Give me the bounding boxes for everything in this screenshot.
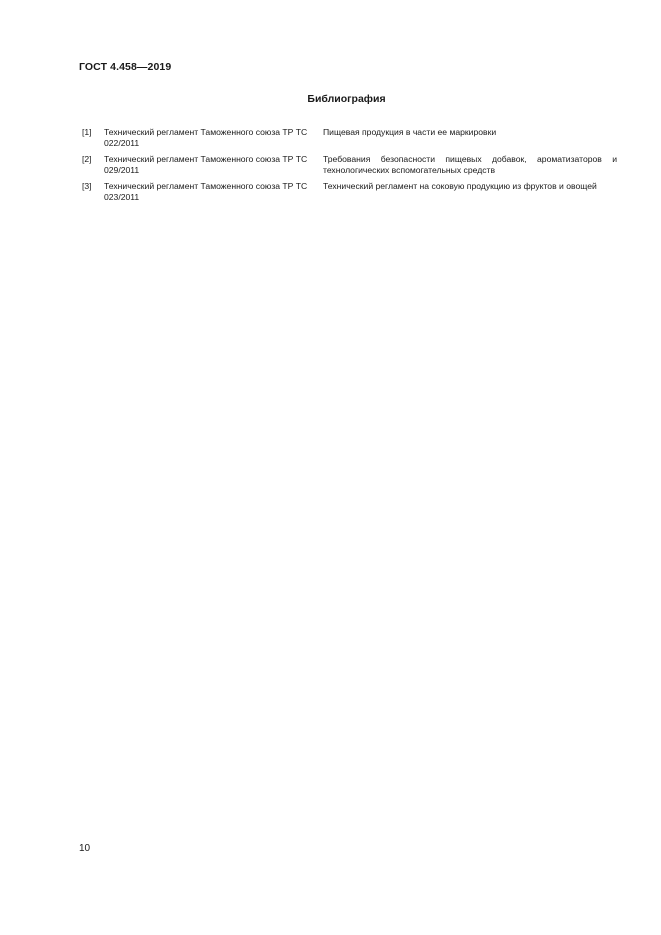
bibliography-entry: [82, 127, 617, 154]
entry-reference: Технический регламент Таможенного союза ТР ТС 029/2011: [104, 154, 308, 175]
entry-reference: Технический регламент Таможенного союза ТР ТС 023/2011: [104, 181, 308, 202]
entry-number: [3]: [82, 181, 92, 191]
entry-title: Пищевая продукция в части ее маркировки: [323, 127, 497, 137]
entry-title: Требования безопасности пищевых добавок, ароматизаторов и технологических вспомогательных средств: [323, 154, 617, 175]
entry-number: [1]: [82, 127, 92, 137]
bibliography-entry: [82, 154, 617, 181]
entry-reference: Технический регламент Таможенного союза ТР ТС 022/2011: [104, 127, 308, 148]
bibliography-table: [82, 127, 617, 208]
bibliography-entry: [82, 181, 617, 208]
entry-number: [2]: [82, 154, 92, 164]
section-title: Библиография: [307, 93, 386, 105]
page-number: 10: [79, 843, 91, 854]
document-code: ГОСТ 4.458—2019: [79, 61, 172, 73]
entry-title: Технический регламент на соковую продукцию из фруктов и овощей: [323, 181, 597, 191]
